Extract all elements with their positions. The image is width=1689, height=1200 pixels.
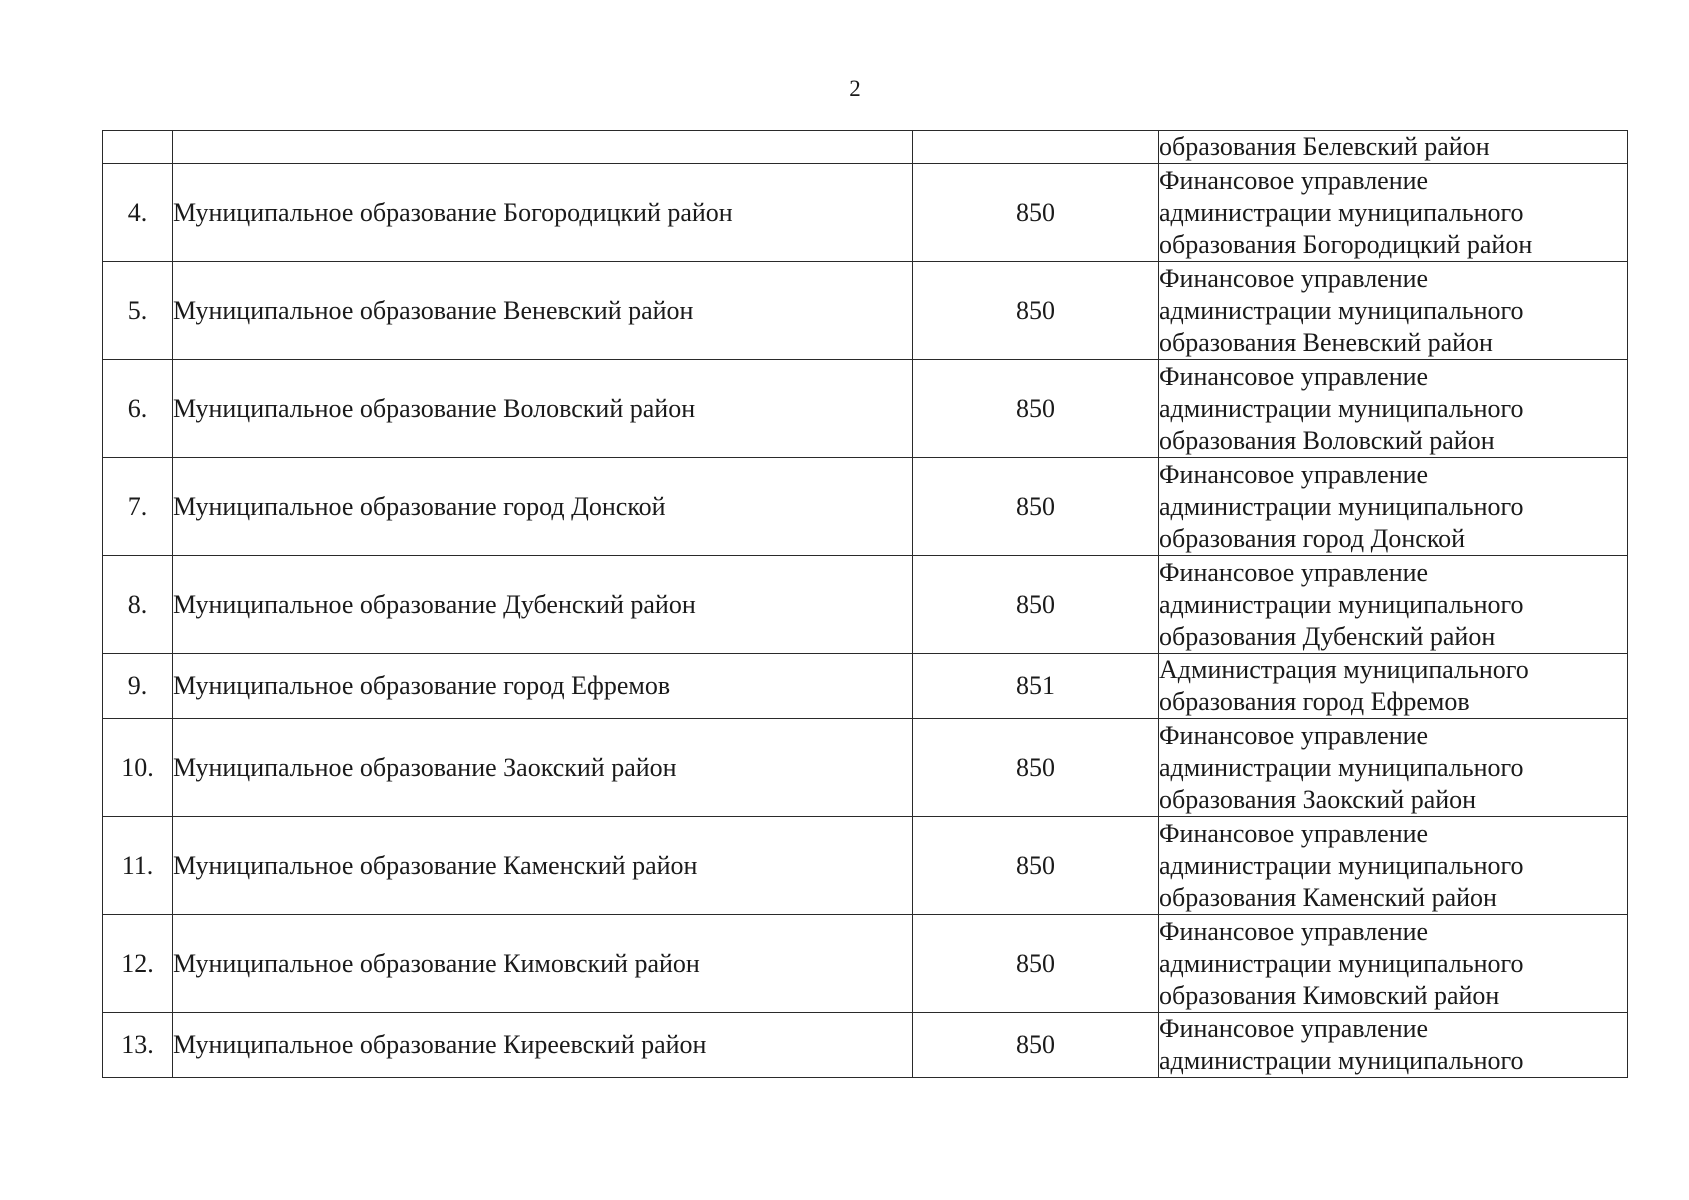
code-cell: 850 <box>913 556 1159 654</box>
organization-line: администрации муниципального <box>1159 393 1524 423</box>
organization-line: образования Кимовский район <box>1159 980 1500 1010</box>
table-row <box>103 164 1628 262</box>
row-number-cell: 5. <box>103 262 173 360</box>
row-number-cell: 6. <box>103 360 173 458</box>
organization-line: администрации муниципального <box>1159 948 1524 978</box>
organization-line: образования город Донской <box>1159 523 1466 553</box>
row-number-cell: 8. <box>103 556 173 654</box>
municipality-name-cell: Муниципальное образование Веневский район <box>173 262 913 360</box>
registry-table-body <box>103 131 1628 1078</box>
organization-line: администрации муниципального <box>1159 589 1524 619</box>
row-number-cell <box>103 131 173 164</box>
organization-line: образования Заокский район <box>1159 784 1477 814</box>
organization-line: образования Дубенский район <box>1159 621 1496 651</box>
code-cell: 851 <box>913 654 1159 719</box>
code-cell <box>913 131 1159 164</box>
organization-line: Финансовое управление <box>1159 361 1429 391</box>
table-row <box>103 556 1628 654</box>
table-row <box>103 1013 1628 1078</box>
organization-line: администрации муниципального <box>1159 197 1524 227</box>
table-row <box>103 915 1628 1013</box>
municipality-name-cell: Муниципальное образование Воловский район <box>173 360 913 458</box>
organization-cell <box>1159 164 1628 262</box>
row-number-cell: 7. <box>103 458 173 556</box>
organization-line: Финансовое управление <box>1159 165 1429 195</box>
row-number-cell: 13. <box>103 1013 173 1078</box>
row-number-cell: 12. <box>103 915 173 1013</box>
row-number-cell: 10. <box>103 719 173 817</box>
page-number: 2 <box>849 76 861 101</box>
organization-line: Финансовое управление <box>1159 818 1429 848</box>
municipality-name-cell: Муниципальное образование город Ефремов <box>173 654 913 719</box>
organization-line: образования Воловский район <box>1159 425 1495 455</box>
organization-line: образования Веневский район <box>1159 327 1493 357</box>
organization-line: Администрация муниципального <box>1159 655 1529 684</box>
municipality-name-cell <box>173 131 913 164</box>
table-row <box>103 654 1628 719</box>
organization-line: Финансовое управление <box>1159 557 1429 587</box>
organization-cell <box>1159 719 1628 817</box>
organization-cell <box>1159 458 1628 556</box>
organization-line: администрации муниципального <box>1159 295 1524 325</box>
organization-cell <box>1159 556 1628 654</box>
registry-table <box>102 130 1628 1078</box>
organization-cell <box>1159 654 1628 719</box>
organization-line: администрации муниципального <box>1159 1046 1524 1075</box>
organization-cell <box>1159 262 1628 360</box>
organization-line: образования город Ефремов <box>1159 687 1470 716</box>
municipality-name-cell: Муниципальное образование Каменский район <box>173 817 913 915</box>
row-number-cell: 9. <box>103 654 173 719</box>
organization-line: администрации муниципального <box>1159 850 1524 880</box>
code-cell: 850 <box>913 817 1159 915</box>
municipality-name-cell: Муниципальное образование Киреевский район <box>173 1013 913 1078</box>
row-number-cell: 11. <box>103 817 173 915</box>
table-row <box>103 458 1628 556</box>
organization-line: образования Богородицкий район <box>1159 229 1533 259</box>
organization-line: образования Каменский район <box>1159 882 1497 912</box>
code-cell: 850 <box>913 262 1159 360</box>
municipality-name-cell: Муниципальное образование город Донской <box>173 458 913 556</box>
municipality-name-cell: Муниципальное образование Кимовский район <box>173 915 913 1013</box>
organization-cell <box>1159 131 1628 164</box>
municipality-name-cell: Муниципальное образование Богородицкий район <box>173 164 913 262</box>
organization-line: Финансовое управление <box>1159 720 1429 750</box>
code-cell: 850 <box>913 360 1159 458</box>
organization-line: Финансовое управление <box>1159 459 1429 489</box>
code-cell: 850 <box>913 915 1159 1013</box>
organization-line: администрации муниципального <box>1159 752 1524 782</box>
code-cell: 850 <box>913 719 1159 817</box>
organization-line: Финансовое управление <box>1159 263 1429 293</box>
organization-cell <box>1159 915 1628 1013</box>
municipality-name-cell: Муниципальное образование Дубенский район <box>173 556 913 654</box>
code-cell: 850 <box>913 164 1159 262</box>
code-cell: 850 <box>913 458 1159 556</box>
organization-line: образования Белевский район <box>1159 132 1490 161</box>
table-row <box>103 262 1628 360</box>
code-cell: 850 <box>913 1013 1159 1078</box>
table-row <box>103 719 1628 817</box>
row-number-cell: 4. <box>103 164 173 262</box>
organization-cell <box>1159 1013 1628 1078</box>
organization-line: администрации муниципального <box>1159 491 1524 521</box>
organization-cell <box>1159 360 1628 458</box>
organization-line: Финансовое управление <box>1159 916 1429 946</box>
table-row <box>103 360 1628 458</box>
organization-cell <box>1159 817 1628 915</box>
table-row <box>103 817 1628 915</box>
table-row-continuation <box>103 131 1628 164</box>
municipality-name-cell: Муниципальное образование Заокский район <box>173 719 913 817</box>
organization-line: Финансовое управление <box>1159 1014 1429 1043</box>
